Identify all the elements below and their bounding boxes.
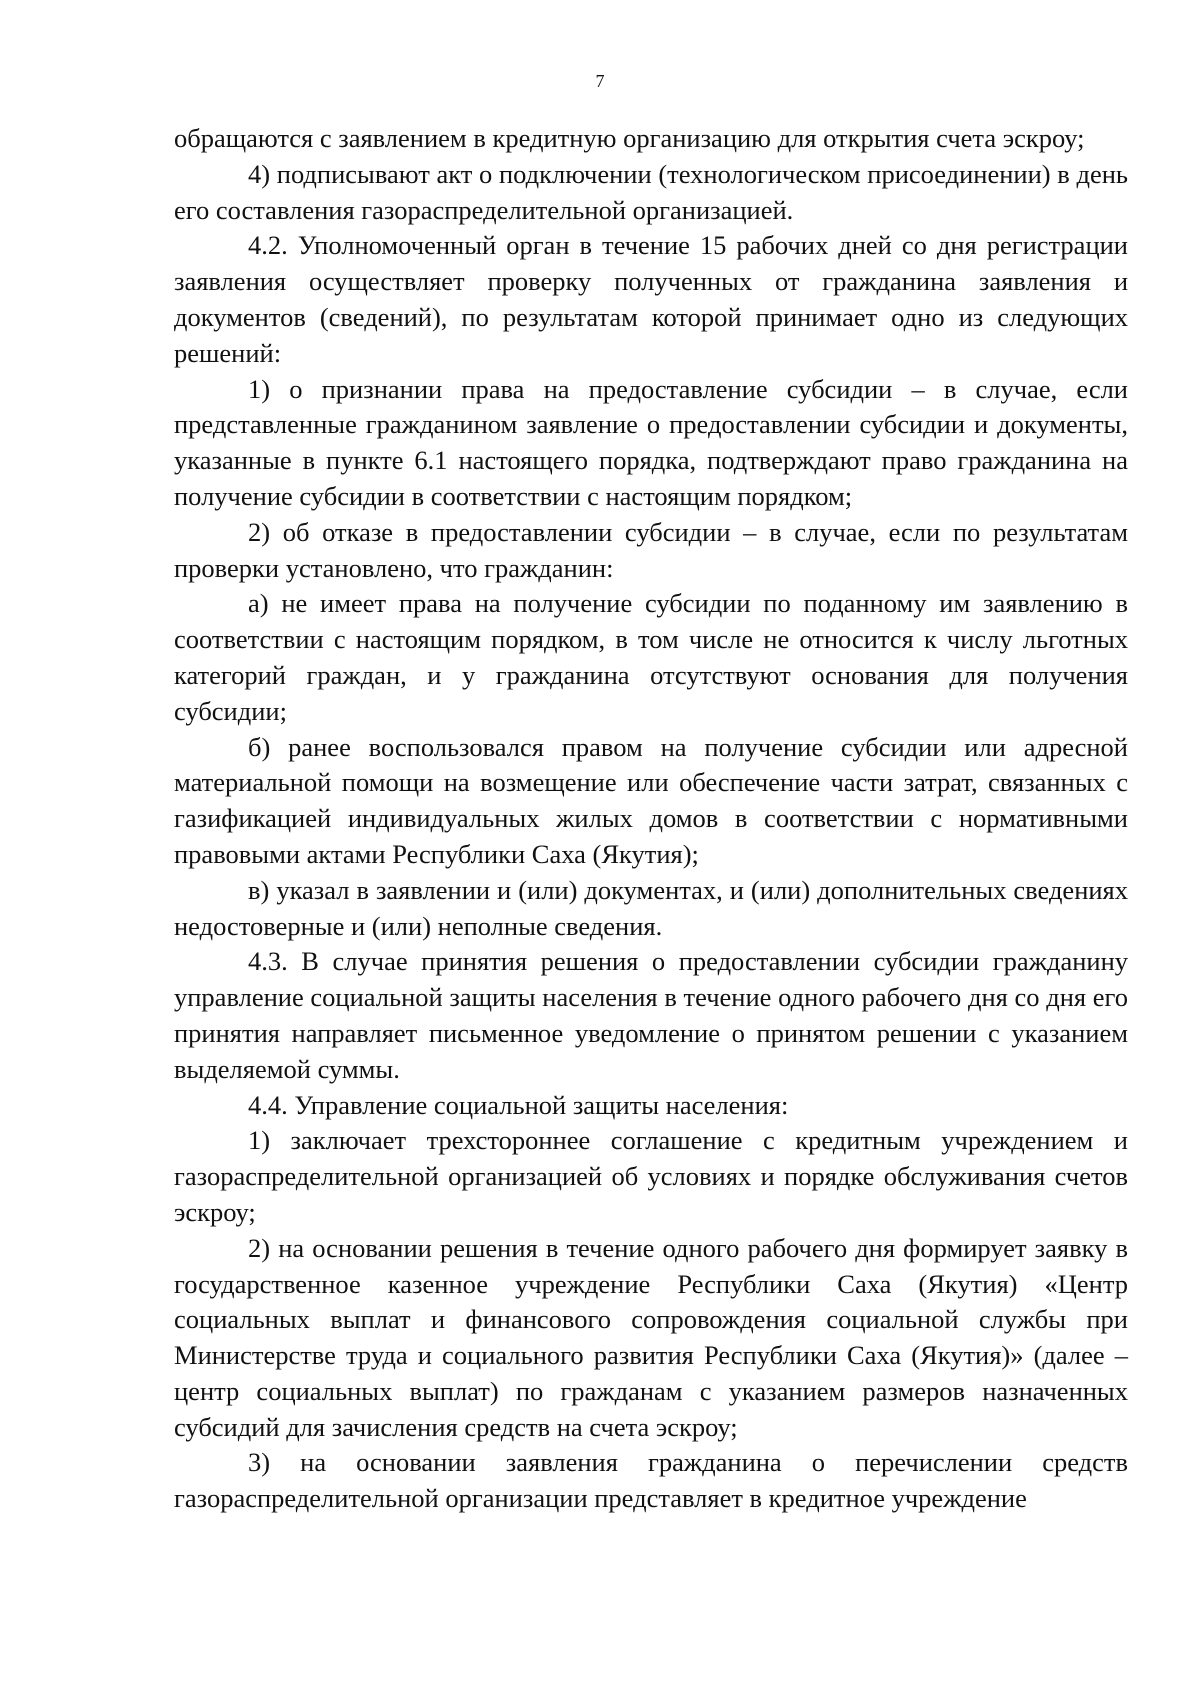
paragraph: 1) о признании права на предоставление субсидии – в случае, если представленные гражданином заявление о предоставлении субсидии и документы, указанные в пункте 6.1 настоящего порядка, подтверждают право гражданина на получение субсидии в соответствии с настоящим порядком; [174,373,1128,511]
paragraph: 4.2. Уполномоченный орган в течение 15 рабочих дней со дня регистрации заявления осуществляет проверку полученных от гражданина заявления и документов (сведений), по результатам которой принимает одно из следующих решений: [174,230,1128,368]
paragraph: 2) на основании решения в течение одного рабочего дня формирует заявку в государственное казенное учреждение Республики Саха (Якутия) «Центр социальных выплат и финансового сопровождения социальной службы при Министерстве труда и социального развития Республики Саха (Якутия)» (далее – центр социальных выплат) по гражданам с указанием размеров назначенных субсидий для зачисления средств на счета эскроу; [174,1232,1128,1442]
paragraph: 1) заключает трехстороннее соглашение с кредитным учреждением и газораспределительной организацией об условиях и порядке обслуживания счетов эскроу; [174,1125,1128,1227]
paragraph: обращаются с заявлением в кредитную организацию для открытия счета эскроу; [174,123,1085,153]
paragraph: 4) подписывают акт о подключении (технологическом присоединении) в день его составления газораспределительной организацией. [174,158,1128,225]
paragraph: в) указал в заявлении и (или) документах, и (или) дополнительных сведениях недостоверные и (или) неполные сведения. [174,874,1128,941]
paragraph: 4.4. Управление социальной защиты населения: [248,1089,789,1120]
paragraph: 4.3. В случае принятия решения о предоставлении субсидии гражданину управление социальной защиты населения в течение одного рабочего дня со дня его принятия направляет письменное уведомление о принятом решении с указанием выделяемой суммы. [174,946,1128,1084]
paragraph: б) ранее воспользовался правом на получение субсидии или адресной материальной помощи на возмещение или обеспечение части затрат, связанных с газификацией индивидуальных жилых домов в соответствии с нормативными правовыми актами Республики Саха (Якутия); [174,731,1128,869]
paragraph: а) не имеет права на получение субсидии по поданному им заявлению в соответствии с настоящим порядком, в том числе не относится к числу льготных категорий граждан, и у гражданина отсутствуют основания для получения субсидии; [174,588,1128,726]
paragraph: 3) на основании заявления гражданина о перечислении средств газораспределительной организации представляет в кредитное учреждение [174,1447,1128,1514]
page-number: 7 [595,71,605,91]
body-text [174,121,1128,1517]
paragraph: 2) об отказе в предоставлении субсидии – в случае, если по результатам проверки установлено, что гражданин: [174,516,1128,583]
